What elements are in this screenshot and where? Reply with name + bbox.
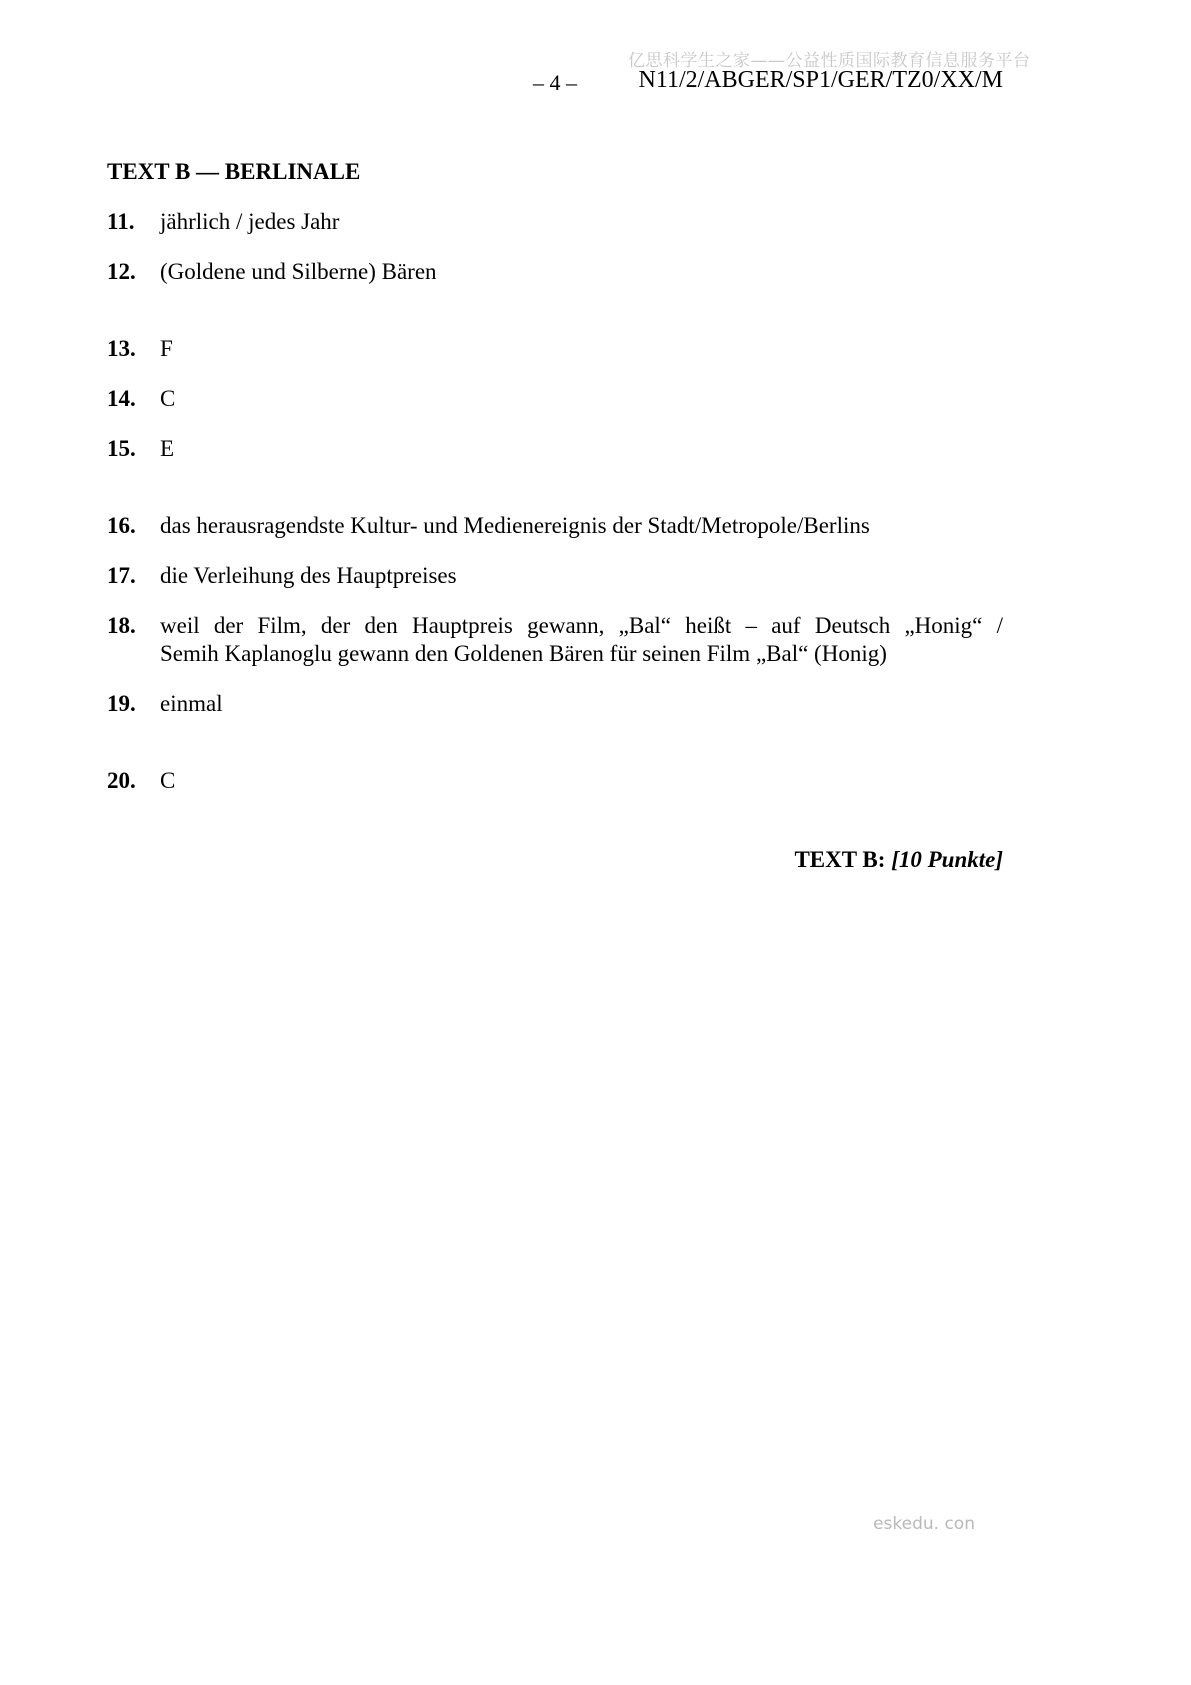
section-title: TEXT B — BERLINALE [107, 159, 361, 184]
answer-row-15 [107, 435, 1003, 463]
answer-number: 17. [107, 563, 136, 588]
answer-text: jährlich / jedes Jahr [160, 209, 340, 234]
answer-text: F [160, 336, 173, 361]
answer-row-12 [107, 258, 1003, 286]
answer-row-13 [107, 335, 1003, 363]
answer-text: das herausragendste Kultur- und Medienereignis der Stadt/Metropole/Berlins [160, 513, 870, 538]
answer-text: E [160, 436, 175, 461]
answer-text: C [160, 386, 176, 411]
answer-text: die Verleihung des Hauptpreises [160, 563, 457, 588]
total-points-value: [10 Punkte] [891, 847, 1003, 872]
answer-text-line-1: weil der Film, der den Hauptpreis gewann, „Bal“ heißt – auf Deutsch „Honig“ / [160, 613, 1003, 638]
answer-number: 16. [107, 513, 136, 538]
answer-row-11 [107, 208, 1003, 236]
answer-row-18 [107, 612, 1003, 668]
answer-text: einmal [160, 691, 223, 716]
answer-number: 20. [107, 768, 136, 793]
answer-number: 14. [107, 386, 136, 411]
answer-row-16 [107, 512, 1003, 540]
answer-number: 19. [107, 691, 136, 716]
watermark-bottom: eskedu. con [873, 1514, 975, 1534]
paper-code: N11/2/ABGER/SP1/GER/TZ0/XX/M [638, 67, 1003, 93]
answer-row-17 [107, 562, 1003, 590]
answer-text: (Goldene und Silberne) Bären [160, 259, 437, 284]
answer-text [160, 612, 1003, 668]
answer-row-20 [107, 767, 1003, 795]
total-points-line [107, 846, 1003, 874]
answer-text: C [160, 768, 176, 793]
answer-row-14 [107, 385, 1003, 413]
page-number: – 4 – [533, 70, 577, 95]
answer-number: 11. [107, 209, 135, 234]
answer-number: 12. [107, 259, 136, 284]
answer-number: 15. [107, 436, 136, 461]
answer-number: 18. [107, 613, 136, 638]
answer-number: 13. [107, 336, 136, 361]
total-label: TEXT B: [794, 847, 886, 872]
answer-text-line-2: Semih Kaplanoglu gewann den Goldenen Bären für seinen Film „Bal“ (Honig) [160, 641, 887, 666]
watermark-top: 亿思科学生之家——公益性质国际教育信息服务平台 [628, 51, 1031, 71]
answer-row-19 [107, 690, 1003, 718]
